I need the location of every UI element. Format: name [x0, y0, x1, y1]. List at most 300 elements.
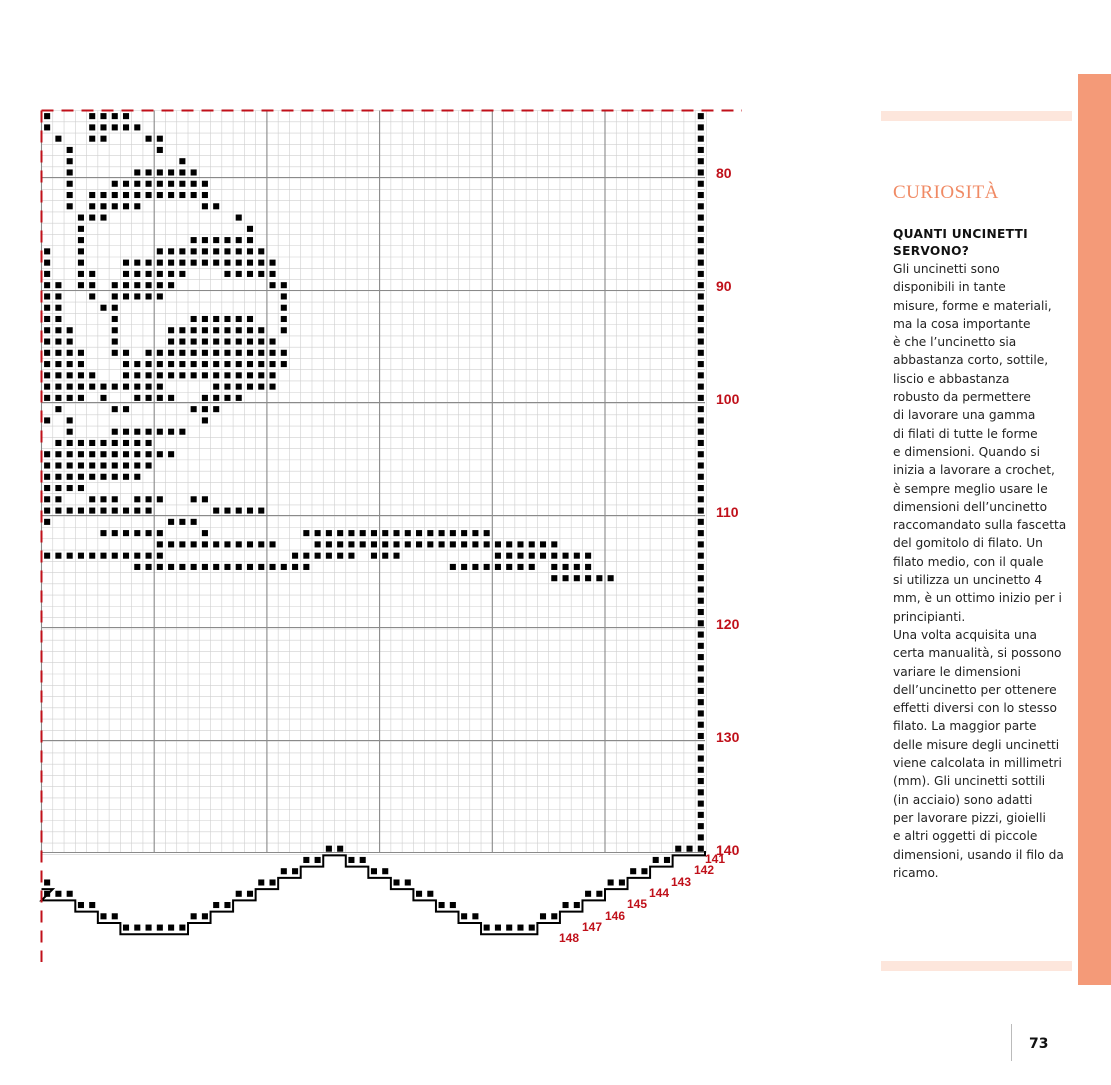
- filled-cell: [157, 541, 163, 547]
- filled-cell: [596, 575, 602, 581]
- filled-cell: [224, 508, 230, 514]
- filled-cell: [44, 384, 50, 390]
- filled-cell: [698, 508, 704, 514]
- filled-cell: [78, 451, 84, 457]
- filled-cell: [698, 789, 704, 795]
- filled-cell: [247, 564, 253, 570]
- filled-cell: [134, 429, 140, 435]
- filled-cell: [191, 248, 197, 254]
- filled-cell: [202, 395, 208, 401]
- row-label: 130: [716, 729, 740, 745]
- filled-cell: [213, 372, 219, 378]
- filled-cell: [202, 530, 208, 536]
- filled-cell: [146, 260, 152, 266]
- filled-cell: [292, 553, 298, 559]
- curiosity-sidebar: [893, 182, 1073, 882]
- filled-cell: [574, 564, 580, 570]
- filled-cell: [270, 271, 276, 277]
- filled-cell: [698, 282, 704, 288]
- filled-cell: [303, 530, 309, 536]
- filled-cell: [67, 169, 73, 175]
- filled-cell: [134, 384, 140, 390]
- filled-cell: [157, 372, 163, 378]
- filled-cell: [698, 113, 704, 119]
- filled-cell: [698, 530, 704, 536]
- filled-cell: [55, 350, 61, 356]
- filled-cell: [213, 316, 219, 322]
- filled-cell: [585, 564, 591, 570]
- filled-cell: [698, 226, 704, 232]
- filled-cell: [247, 316, 253, 322]
- filled-cell: [134, 293, 140, 299]
- filled-cell: [146, 553, 152, 559]
- filled-cell: [270, 564, 276, 570]
- sidebar-body-text: Gli uncinetti sono disponibili in tante misure, forme e materiali, ma la cosa importante è che l’uncinetto sia abbastanza corto, sottile, liscio e abbastanza robusto da permettere di lavorare una gamma di filati di tutte le forme e dimensioni. Quando si inizia a lavorare a crochet, è sempre meglio usare le dimensioni dell’uncinetto raccomandato sulla fascetta del gomitolo di filato. Un filato medio, con il quale si utilizza un uncinetto 4 mm, è un ottimo inizio per i principianti. Una volta acquisita una certa manualità, si possono variare le dimensioni dell’uncinetto per ottenere effetti diversi con lo stesso filato. La maggior parte delle misure degli uncinetti viene calcolata in millimetri (mm). Gli uncinetti sottili (in acciaio) sono adatti per lavorare pizzi, gioielli e altri oggetti di piccole dimensioni, usando il filo da ricamo.: [893, 262, 1067, 880]
- filled-cell: [157, 350, 163, 356]
- sidebar-title: CURIOSITÀ: [893, 182, 999, 203]
- filled-cell: [67, 158, 73, 164]
- filled-cell: [168, 350, 174, 356]
- filled-cell: [698, 586, 704, 592]
- filled-cell: [224, 237, 230, 243]
- filled-cell: [202, 237, 208, 243]
- filled-cell: [258, 508, 264, 514]
- filled-cell: [213, 260, 219, 266]
- filled-cell: [202, 372, 208, 378]
- filled-cell: [439, 541, 445, 547]
- filled-cell: [461, 530, 467, 536]
- filled-cell: [281, 282, 287, 288]
- filled-cell: [67, 361, 73, 367]
- filled-cell: [258, 327, 264, 333]
- filled-cell: [67, 339, 73, 345]
- filled-cell: [112, 282, 118, 288]
- filled-cell: [191, 519, 197, 525]
- filled-cell: [382, 553, 388, 559]
- filled-cell: [348, 553, 354, 559]
- filled-cell: [78, 350, 84, 356]
- filled-cell: [563, 575, 569, 581]
- grid-fine-lines: [42, 111, 707, 855]
- filled-cell: [247, 891, 253, 897]
- filled-cell: [146, 462, 152, 468]
- filled-cell: [44, 248, 50, 254]
- filled-cell: [585, 575, 591, 581]
- filled-cell: [281, 305, 287, 311]
- filled-cell: [675, 846, 681, 852]
- filled-cell: [55, 339, 61, 345]
- filled-cell: [698, 305, 704, 311]
- filled-cell: [698, 744, 704, 750]
- filled-cell: [78, 553, 84, 559]
- filled-cell: [348, 541, 354, 547]
- filled-cell: [168, 271, 174, 277]
- filled-cell: [89, 496, 95, 502]
- filled-cell: [100, 553, 106, 559]
- filled-cell: [461, 913, 467, 919]
- filled-cell: [698, 722, 704, 728]
- filled-cell: [698, 699, 704, 705]
- filled-cell: [100, 136, 106, 142]
- filled-cell: [472, 541, 478, 547]
- filled-cell: [191, 339, 197, 345]
- filled-cell: [112, 508, 118, 514]
- filled-cell: [191, 361, 197, 367]
- filled-cell: [146, 530, 152, 536]
- filled-cell: [123, 181, 129, 187]
- filled-cell: [78, 215, 84, 221]
- filled-cell: [281, 327, 287, 333]
- filled-cell: [78, 271, 84, 277]
- filled-cell: [67, 192, 73, 198]
- filled-cell: [55, 474, 61, 480]
- filled-cell: [270, 541, 276, 547]
- filled-cell: [179, 564, 185, 570]
- cut-guide-lines: [42, 111, 743, 963]
- filled-cell: [236, 395, 242, 401]
- filled-cell: [698, 124, 704, 130]
- filled-cell: [258, 350, 264, 356]
- filled-cell: [517, 541, 523, 547]
- filled-cell: [236, 541, 242, 547]
- filled-cell: [89, 282, 95, 288]
- filled-cell: [698, 564, 704, 570]
- filled-cell: [44, 462, 50, 468]
- filled-cell: [450, 541, 456, 547]
- filled-cell: [213, 384, 219, 390]
- filled-cell: [100, 113, 106, 119]
- filled-cell: [292, 868, 298, 874]
- filled-cell: [44, 350, 50, 356]
- filled-cell: [67, 395, 73, 401]
- filled-cell: [191, 169, 197, 175]
- filled-cell: [157, 564, 163, 570]
- filled-cell: [146, 293, 152, 299]
- filled-cell: [213, 350, 219, 356]
- filled-cell: [236, 215, 242, 221]
- filled-cell: [698, 361, 704, 367]
- filled-cell: [146, 925, 152, 931]
- filled-cell: [416, 530, 422, 536]
- row-label: 145: [627, 897, 648, 911]
- filled-cell: [371, 553, 377, 559]
- filled-cell: [168, 541, 174, 547]
- filled-cell: [179, 372, 185, 378]
- filled-cell: [123, 553, 129, 559]
- filled-cell: [472, 913, 478, 919]
- filled-cell: [157, 496, 163, 502]
- filled-cell: [100, 474, 106, 480]
- filled-cell: [202, 406, 208, 412]
- filled-cell: [281, 316, 287, 322]
- filled-cell: [202, 339, 208, 345]
- filled-cell: [698, 384, 704, 390]
- filled-cell: [168, 519, 174, 525]
- row-label: 148: [559, 931, 580, 945]
- filled-cell: [258, 271, 264, 277]
- filled-cell: [100, 203, 106, 209]
- filled-cell: [123, 462, 129, 468]
- filled-cell: [540, 553, 546, 559]
- filled-cell: [100, 462, 106, 468]
- filled-cell: [67, 384, 73, 390]
- filled-cell: [123, 113, 129, 119]
- row-label: 120: [716, 616, 740, 632]
- filled-cell: [146, 361, 152, 367]
- row-label: 110: [716, 504, 739, 520]
- sidebar-bottom-rule: [881, 961, 1072, 971]
- filled-cell: [529, 553, 535, 559]
- filled-cell: [44, 316, 50, 322]
- filled-cell: [44, 508, 50, 514]
- filled-cell: [134, 451, 140, 457]
- filled-cell: [202, 350, 208, 356]
- filled-cell: [698, 215, 704, 221]
- filled-cell: [326, 530, 332, 536]
- filled-cell: [168, 925, 174, 931]
- filled-cell: [270, 372, 276, 378]
- filled-cell: [224, 361, 230, 367]
- filled-cell: [270, 384, 276, 390]
- filled-cell: [89, 508, 95, 514]
- filled-cell: [55, 293, 61, 299]
- filled-cell: [698, 474, 704, 480]
- filled-cell: [157, 293, 163, 299]
- filled-cell: [134, 462, 140, 468]
- filled-cell: [146, 496, 152, 502]
- filled-cell: [574, 575, 580, 581]
- filled-cell: [146, 271, 152, 277]
- filled-cell: [258, 541, 264, 547]
- row-label: 142: [694, 863, 715, 877]
- filled-cell: [55, 406, 61, 412]
- filled-cell: [157, 530, 163, 536]
- filled-cell: [55, 327, 61, 333]
- filled-cell: [67, 451, 73, 457]
- filled-cell: [698, 192, 704, 198]
- filled-cell: [281, 868, 287, 874]
- filled-cell: [55, 553, 61, 559]
- filled-cell: [461, 541, 467, 547]
- filled-cell: [472, 530, 478, 536]
- filled-cell: [112, 305, 118, 311]
- filled-cell: [191, 496, 197, 502]
- filled-cell: [270, 361, 276, 367]
- filled-cell: [191, 564, 197, 570]
- filled-cell: [146, 169, 152, 175]
- filled-cell: [55, 282, 61, 288]
- filled-cell: [44, 553, 50, 559]
- filled-cell: [112, 203, 118, 209]
- filled-cell: [44, 282, 50, 288]
- filled-cell: [337, 846, 343, 852]
- filled-cell: [168, 361, 174, 367]
- filled-cell: [270, 350, 276, 356]
- filled-cell: [134, 496, 140, 502]
- filled-cell: [146, 192, 152, 198]
- filled-cell: [258, 248, 264, 254]
- filled-cell: [44, 124, 50, 130]
- filled-cell: [698, 609, 704, 615]
- filled-cell: [619, 879, 625, 885]
- filled-cell: [67, 891, 73, 897]
- filled-cell: [146, 451, 152, 457]
- filled-cell: [698, 801, 704, 807]
- filled-cell: [123, 925, 129, 931]
- filled-cell: [191, 181, 197, 187]
- filled-cell: [698, 451, 704, 457]
- filled-cell: [112, 530, 118, 536]
- filled-cell: [315, 530, 321, 536]
- filled-cell: [112, 327, 118, 333]
- filled-cell: [112, 339, 118, 345]
- filled-cell: [44, 305, 50, 311]
- filled-cell: [123, 192, 129, 198]
- filled-cell: [236, 260, 242, 266]
- filled-cell: [89, 136, 95, 142]
- filled-cell: [484, 530, 490, 536]
- filled-cell: [517, 553, 523, 559]
- filled-cell: [506, 564, 512, 570]
- filled-cell: [224, 372, 230, 378]
- filled-cell: [224, 541, 230, 547]
- filled-cell: [134, 192, 140, 198]
- filled-cell: [337, 541, 343, 547]
- filled-cell: [540, 913, 546, 919]
- filled-cell: [281, 350, 287, 356]
- filled-cell: [698, 485, 704, 491]
- filled-cell: [146, 181, 152, 187]
- filled-cell: [236, 237, 242, 243]
- filled-cell: [303, 564, 309, 570]
- filled-cell: [191, 372, 197, 378]
- filled-cell: [224, 327, 230, 333]
- filled-cell: [326, 846, 332, 852]
- filled-cell: [698, 665, 704, 671]
- filled-cell: [89, 113, 95, 119]
- filled-cell: [67, 372, 73, 378]
- filled-cell: [450, 564, 456, 570]
- filled-cell: [247, 508, 253, 514]
- filled-cell: [202, 248, 208, 254]
- filled-cell: [55, 508, 61, 514]
- filled-cell: [134, 925, 140, 931]
- filled-cell: [100, 530, 106, 536]
- filled-cell: [506, 541, 512, 547]
- filled-cell: [506, 925, 512, 931]
- filled-cell: [698, 237, 704, 243]
- filled-cell: [247, 384, 253, 390]
- filled-cell: [393, 530, 399, 536]
- filled-cell: [168, 564, 174, 570]
- filled-cell: [506, 553, 512, 559]
- filled-cell: [393, 541, 399, 547]
- filled-cell: [698, 395, 704, 401]
- filled-cell: [202, 181, 208, 187]
- filled-cell: [123, 451, 129, 457]
- filled-cell: [382, 868, 388, 874]
- filled-cell: [89, 293, 95, 299]
- filled-cell: [134, 181, 140, 187]
- filled-cell: [247, 350, 253, 356]
- filled-cell: [698, 429, 704, 435]
- filled-cell: [202, 203, 208, 209]
- filled-cell: [191, 350, 197, 356]
- filled-cell: [123, 508, 129, 514]
- filled-cell: [44, 372, 50, 378]
- filled-cell: [89, 440, 95, 446]
- filled-cell: [224, 260, 230, 266]
- filled-cell: [134, 361, 140, 367]
- filled-cell: [371, 530, 377, 536]
- filled-cell: [416, 541, 422, 547]
- filled-cell: [78, 508, 84, 514]
- filled-cell: [89, 271, 95, 277]
- filled-cell: [67, 181, 73, 187]
- filled-cell: [168, 248, 174, 254]
- filled-cell: [551, 541, 557, 547]
- filled-cell: [44, 474, 50, 480]
- filled-cell: [134, 440, 140, 446]
- filled-cell: [224, 384, 230, 390]
- filled-cell: [191, 913, 197, 919]
- filled-cell: [78, 485, 84, 491]
- filled-cell: [78, 395, 84, 401]
- filled-cell: [112, 181, 118, 187]
- filled-cell: [55, 891, 61, 897]
- filled-cell: [134, 169, 140, 175]
- filled-cell: [698, 733, 704, 739]
- filled-cell: [596, 891, 602, 897]
- filled-cell: [179, 260, 185, 266]
- filled-cell: [191, 260, 197, 266]
- filled-cell: [179, 361, 185, 367]
- filled-cell: [202, 913, 208, 919]
- filled-cell: [258, 879, 264, 885]
- filled-cell: [698, 632, 704, 638]
- filled-cell: [55, 395, 61, 401]
- row-label: 100: [716, 391, 740, 407]
- filled-cell: [146, 372, 152, 378]
- filled-cell: [698, 834, 704, 840]
- filled-cell: [123, 406, 129, 412]
- filled-cell: [157, 136, 163, 142]
- filled-cell: [179, 350, 185, 356]
- filled-cell: [191, 237, 197, 243]
- filled-cell: [698, 519, 704, 525]
- filled-cell: [78, 248, 84, 254]
- filled-cell: [112, 913, 118, 919]
- filled-cell: [698, 643, 704, 649]
- filled-cell: [247, 339, 253, 345]
- filled-cell: [157, 192, 163, 198]
- filled-cell: [67, 350, 73, 356]
- filled-cell: [202, 316, 208, 322]
- filled-cell: [224, 271, 230, 277]
- filled-cell: [112, 192, 118, 198]
- filled-cell: [44, 496, 50, 502]
- filled-cell: [67, 440, 73, 446]
- filled-cell: [100, 215, 106, 221]
- filled-cell: [89, 203, 95, 209]
- filled-cell: [698, 846, 704, 852]
- filled-cell: [78, 260, 84, 266]
- filled-cell: [427, 891, 433, 897]
- filled-cell: [698, 575, 704, 581]
- filled-cell: [168, 192, 174, 198]
- filled-cell: [698, 812, 704, 818]
- filled-cell: [224, 350, 230, 356]
